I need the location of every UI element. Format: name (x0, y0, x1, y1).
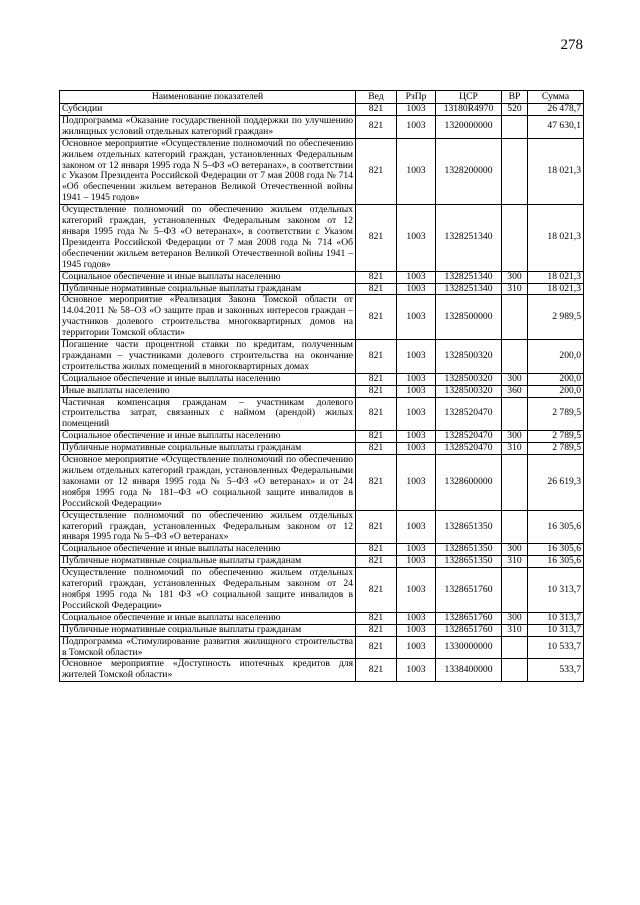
row-csr-cell: 1328520470 (436, 397, 502, 431)
row-name-cell: Осуществление полномочий по обеспечению жильем отдельных категорий граждан, установленных Федеральным законом от 12 января 1995 года № 5–ФЗ «О ветеранах», в соответствии с Указом Президента Российской Федерации от 7 мая 2008 года № 714 «Об обеспечении жильем ветеранов Великой Отечественной войны 1941 – 1945 годов» (60, 205, 356, 271)
row-name-cell: Подпрограмма «Оказание государственной поддержки по улучшению жилищных условий отдельных категорий граждан» (60, 115, 356, 138)
row-rzpr-cell: 1003 (397, 271, 436, 283)
row-csr-cell: 1328251340 (436, 205, 502, 271)
row-sum-cell: 200,0 (528, 385, 584, 397)
row-rzpr-cell: 1003 (397, 397, 436, 431)
table-row (60, 397, 584, 431)
row-sum-cell: 2 989,5 (528, 295, 584, 340)
row-rzpr-cell: 1003 (397, 544, 436, 556)
row-sum-cell: 200,0 (528, 373, 584, 385)
row-ved-cell: 821 (356, 612, 397, 624)
table-row (60, 568, 584, 613)
page-number: 278 (560, 37, 583, 53)
row-rzpr-cell: 1003 (397, 104, 436, 116)
table-row (60, 115, 584, 138)
row-name-cell: Основное мероприятие «Осуществление полномочий по обеспечению жильем отдельных категорий граждан, установленных Федеральными законами от 12 января 1995 года № 5–ФЗ «О ветеранах» и от 24 ноября 1995 года № 181–ФЗ «О социальной защите инвалидов в Российской Федерации» (60, 455, 356, 511)
row-vr-cell: 300 (502, 373, 528, 385)
row-rzpr-cell: 1003 (397, 443, 436, 455)
row-vr-cell (502, 636, 528, 659)
row-ved-cell: 821 (356, 544, 397, 556)
row-ved-cell: 821 (356, 138, 397, 204)
table-row (60, 556, 584, 568)
table-row (60, 205, 584, 271)
row-vr-cell: 310 (502, 283, 528, 295)
row-name-cell: Основное мероприятие «Реализация Закона Томской области от 14.04.2011 № 58–ОЗ «О защите прав и законных интересов граждан – участников долевого строительства многоквартирных домов на территории Томской области» (60, 295, 356, 340)
row-rzpr-cell: 1003 (397, 510, 436, 544)
row-csr-cell: 1328200000 (436, 138, 502, 204)
row-name-cell: Социальное обеспечение и иные выплаты населению (60, 271, 356, 283)
row-csr-cell: 1328651350 (436, 510, 502, 544)
row-vr-cell (502, 455, 528, 511)
table-row (60, 373, 584, 385)
row-name-cell: Подпрограмма «Стимулирование развития жилищного строительства в Томской области» (60, 636, 356, 659)
table-row (60, 510, 584, 544)
row-csr-cell: 1320000000 (436, 115, 502, 138)
row-csr-cell: 1328651350 (436, 556, 502, 568)
header-rzpr: РзПр (397, 91, 436, 104)
header-vr: ВР (502, 91, 528, 104)
row-name-cell: Публичные нормативные социальные выплаты гражданам (60, 283, 356, 295)
row-sum-cell: 533,7 (528, 659, 584, 682)
row-sum-cell: 18 021,3 (528, 271, 584, 283)
row-vr-cell (502, 510, 528, 544)
row-csr-cell: 1328651760 (436, 624, 502, 636)
table-row (60, 295, 584, 340)
row-rzpr-cell: 1003 (397, 205, 436, 271)
row-name-cell: Социальное обеспечение и иные выплаты населению (60, 612, 356, 624)
row-vr-cell (502, 295, 528, 340)
row-sum-cell: 10 313,7 (528, 612, 584, 624)
table-row (60, 283, 584, 295)
row-name-cell: Погашение части процентной ставки по кредитам, полученным гражданами – участниками долевого строительства на окончание строительства жилых помещений в многоквартирных домах (60, 340, 356, 374)
row-sum-cell: 2 789,5 (528, 431, 584, 443)
row-sum-cell: 200,0 (528, 340, 584, 374)
row-csr-cell: 1328651760 (436, 568, 502, 613)
row-ved-cell: 821 (356, 373, 397, 385)
row-vr-cell (502, 340, 528, 374)
row-ved-cell: 821 (356, 295, 397, 340)
row-sum-cell: 47 630,1 (528, 115, 584, 138)
row-ved-cell: 821 (356, 510, 397, 544)
row-vr-cell: 300 (502, 431, 528, 443)
table-row (60, 624, 584, 636)
row-csr-cell: 13180R4970 (436, 104, 502, 116)
row-ved-cell: 821 (356, 397, 397, 431)
row-ved-cell: 821 (356, 431, 397, 443)
row-sum-cell: 16 305,6 (528, 544, 584, 556)
row-vr-cell: 300 (502, 612, 528, 624)
row-csr-cell: 1328500000 (436, 295, 502, 340)
row-name-cell: Осуществление полномочий по обеспечению жильем отдельных категорий граждан, установленных Федеральным законом от 24 ноября 1995 года № 181 ФЗ «О социальной защите инвалидов в Российской Федерации» (60, 568, 356, 613)
row-csr-cell: 1328500320 (436, 340, 502, 374)
row-ved-cell: 821 (356, 340, 397, 374)
row-sum-cell: 16 305,6 (528, 556, 584, 568)
table-row (60, 659, 584, 682)
row-rzpr-cell: 1003 (397, 636, 436, 659)
row-sum-cell: 18 021,3 (528, 283, 584, 295)
row-rzpr-cell: 1003 (397, 612, 436, 624)
row-rzpr-cell: 1003 (397, 340, 436, 374)
row-sum-cell: 2 789,5 (528, 397, 584, 431)
row-ved-cell: 821 (356, 115, 397, 138)
row-rzpr-cell: 1003 (397, 373, 436, 385)
row-ved-cell: 821 (356, 636, 397, 659)
row-sum-cell: 16 305,6 (528, 510, 584, 544)
row-vr-cell (502, 568, 528, 613)
row-rzpr-cell: 1003 (397, 283, 436, 295)
header-name: Наименование показателей (60, 91, 356, 104)
row-sum-cell: 26 619,3 (528, 455, 584, 511)
row-vr-cell: 300 (502, 271, 528, 283)
row-sum-cell: 18 021,3 (528, 138, 584, 204)
row-vr-cell: 310 (502, 443, 528, 455)
row-vr-cell (502, 115, 528, 138)
table-body (60, 104, 584, 682)
row-ved-cell: 821 (356, 659, 397, 682)
budget-table (59, 90, 584, 682)
row-sum-cell: 10 533,7 (528, 636, 584, 659)
row-rzpr-cell: 1003 (397, 659, 436, 682)
row-rzpr-cell: 1003 (397, 431, 436, 443)
row-csr-cell: 1328600000 (436, 455, 502, 511)
row-csr-cell: 1328500320 (436, 385, 502, 397)
row-sum-cell: 10 313,7 (528, 624, 584, 636)
row-csr-cell: 1328251340 (436, 283, 502, 295)
row-name-cell: Осуществление полномочий по обеспечению жильем отдельных категорий граждан, установленных Федеральным законом от 12 января 1995 года № 5–ФЗ «О ветеранах» (60, 510, 356, 544)
row-vr-cell (502, 205, 528, 271)
row-name-cell: Социальное обеспечение и иные выплаты населению (60, 431, 356, 443)
row-name-cell: Субсидии (60, 104, 356, 116)
row-vr-cell: 310 (502, 556, 528, 568)
table-row (60, 340, 584, 374)
row-name-cell: Публичные нормативные социальные выплаты гражданам (60, 443, 356, 455)
row-csr-cell: 1328651350 (436, 544, 502, 556)
row-name-cell: Социальное обеспечение и иные выплаты населению (60, 544, 356, 556)
row-csr-cell: 1328520470 (436, 431, 502, 443)
row-vr-cell: 310 (502, 624, 528, 636)
row-csr-cell: 1328500320 (436, 373, 502, 385)
header-ved: Вед (356, 91, 397, 104)
row-name-cell: Социальное обеспечение и иные выплаты населению (60, 373, 356, 385)
row-sum-cell: 18 021,3 (528, 205, 584, 271)
row-csr-cell: 1330000000 (436, 636, 502, 659)
row-ved-cell: 821 (356, 568, 397, 613)
row-rzpr-cell: 1003 (397, 295, 436, 340)
row-ved-cell: 821 (356, 455, 397, 511)
table-row (60, 138, 584, 204)
row-csr-cell: 1328651760 (436, 612, 502, 624)
row-ved-cell: 821 (356, 271, 397, 283)
row-ved-cell: 821 (356, 385, 397, 397)
row-rzpr-cell: 1003 (397, 455, 436, 511)
row-vr-cell (502, 397, 528, 431)
table-row (60, 636, 584, 659)
row-csr-cell: 1328251340 (436, 271, 502, 283)
row-rzpr-cell: 1003 (397, 115, 436, 138)
row-name-cell: Публичные нормативные социальные выплаты гражданам (60, 556, 356, 568)
table-header-row (60, 91, 584, 104)
table-row (60, 104, 584, 116)
table-row (60, 443, 584, 455)
row-csr-cell: 1338400000 (436, 659, 502, 682)
row-ved-cell: 821 (356, 104, 397, 116)
row-ved-cell: 821 (356, 443, 397, 455)
table-row (60, 271, 584, 283)
table-row (60, 455, 584, 511)
row-vr-cell: 360 (502, 385, 528, 397)
row-ved-cell: 821 (356, 205, 397, 271)
table-row (60, 431, 584, 443)
row-name-cell: Иные выплаты населению (60, 385, 356, 397)
row-rzpr-cell: 1003 (397, 556, 436, 568)
row-sum-cell: 26 478,7 (528, 104, 584, 116)
row-name-cell: Публичные нормативные социальные выплаты гражданам (60, 624, 356, 636)
row-ved-cell: 821 (356, 624, 397, 636)
row-sum-cell: 10 313,7 (528, 568, 584, 613)
header-csr: ЦСР (436, 91, 502, 104)
table-row (60, 544, 584, 556)
table-row (60, 612, 584, 624)
row-vr-cell: 300 (502, 544, 528, 556)
header-sum: Сумма (528, 91, 584, 104)
row-ved-cell: 821 (356, 556, 397, 568)
row-rzpr-cell: 1003 (397, 568, 436, 613)
row-name-cell: Основное мероприятие «Осуществление полномочий по обеспечению жильем отдельных категорий граждан, установленных Федеральным законом от 12 января 1995 года N 5–ФЗ «О ветеранах», в соответствии с Указом Президента Российской Федерации от 7 мая 2008 года № 714 «Об обеспечении жильем ветеранов Великой Отечественной войны 1941 – 1945 годов» (60, 138, 356, 204)
row-vr-cell (502, 138, 528, 204)
row-vr-cell (502, 659, 528, 682)
row-vr-cell: 520 (502, 104, 528, 116)
row-rzpr-cell: 1003 (397, 138, 436, 204)
row-rzpr-cell: 1003 (397, 385, 436, 397)
row-rzpr-cell: 1003 (397, 624, 436, 636)
row-name-cell: Основное мероприятие «Доступность ипотечных кредитов для жителей Томской области» (60, 659, 356, 682)
row-sum-cell: 2 789,5 (528, 443, 584, 455)
row-csr-cell: 1328520470 (436, 443, 502, 455)
table-row (60, 385, 584, 397)
row-ved-cell: 821 (356, 283, 397, 295)
row-name-cell: Частичная компенсация гражданам – участникам долевого строительства затрат, связанных с наймом (арендой) жилых помещений (60, 397, 356, 431)
